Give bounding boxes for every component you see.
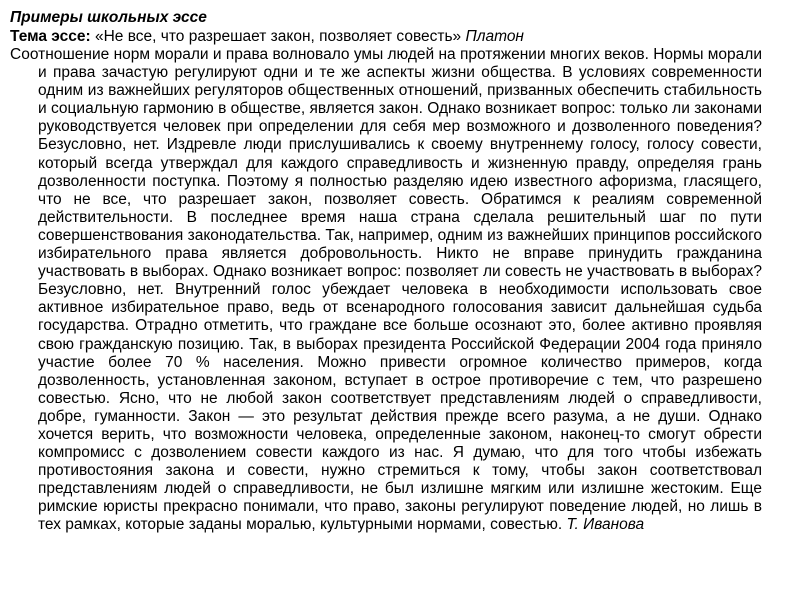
essay-theme-label: Тема эссе: — [10, 28, 91, 45]
document-heading: Примеры школьных эссе — [10, 9, 207, 26]
essay-theme-line — [10, 27, 762, 46]
essay-theme-author: Платон — [465, 28, 524, 45]
essay-body — [10, 46, 762, 535]
essay-signature: Т. Иванова — [566, 516, 645, 534]
essay-theme-quote: «Не все, что разрешает закон, позволяет совесть» — [90, 28, 466, 45]
essay-body-text: Соотношение норм морали и права волновало умы людей на протяжении многих веков. Нормы морали и права зачастую регулируют одни и те же аспекты жизни общества. В условиях современности одним из важнейших регуляторов общественных отношений, призванных обеспечить стабильность и социальную гармонию в обществе, является закон. Однако возникает вопрос: только ли законами руководствуется человек при определении для себя мер возможного и дозволенного поведения? Безусловно, нет. Издревле люди прислушивались к своему внутреннему голосу, голосу совести, который всегда утверждал для каждого справедливость и жизненную правду, определяя грань дозволенности поступка. Поэтому я полностью разделяю идею известного афоризма, гласящего, что не все, что разрешает закон, позволяет совесть. Обратимся к реалиям современной действительности. В последнее время наша страна сделала решительный шаг по пути совершенствования законодательства. Так, например, одним из важнейших принципов российского избирательного права является добровольность. Никто не вправе принудить гражданина участвовать в выборах. Однако возникает вопрос: позволяет ли совесть не участвовать в выборах? Безусловно, нет. Внутренний голос убеждает человека в необходимости использовать свое активное избирательное право, ведь от всенародного голосования зависит дальнейшая судьба государства. Отрадно отметить, что граждане все больше осознают это, более активно проявляя свою гражданскую позицию. Так, в выборах президента Российской Федерации 2004 года приняло участие более 70 % населения. Можно привести огромное количество примеров, когда дозволенность, установленная законом, вступает в острое противоречие с тем, что разрешено совестью. Ясно, что не любой закон соответствует представлениям людей о справедливости, добре, гуманности. Закон — это результат действия прежде всего разума, а не души. Однако хочется верить, что возможности человека, определенные законом, наконец-то смогут обрести компромисс с дозволением совести каждого из нас. Я думаю, что для того чтобы избежать противостояния закона и совести, нужно стремиться к тому, чтобы закон соответствовал представлениям людей о справедливости, не был излишне мягким или излишне жестоким. Еще римские юристы прекрасно понимали, что право, законы регулируют поведение людей, но лишь в тех рамках, которые заданы моралью, культурными нормами, совестью. — [10, 46, 762, 534]
